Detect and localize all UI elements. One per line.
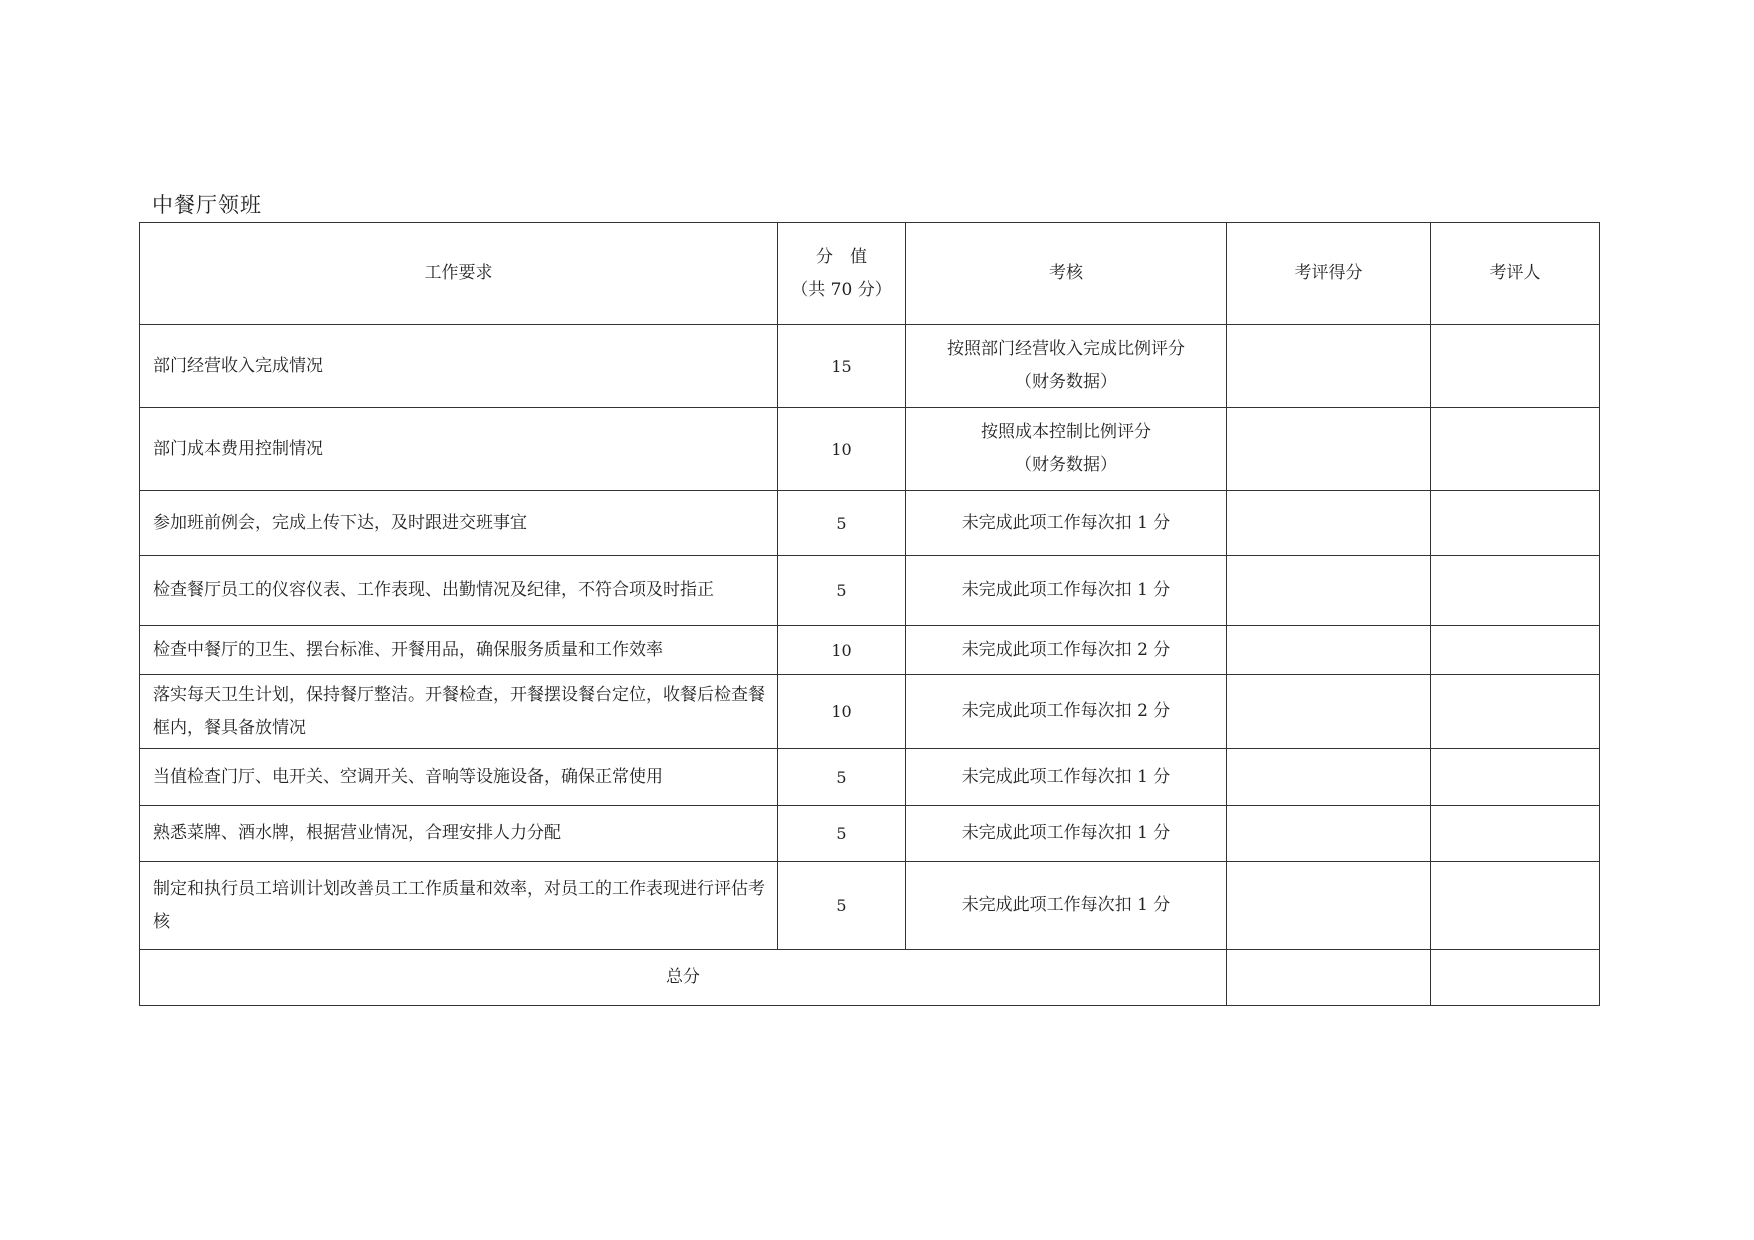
row-requirement: 部门成本费用控制情况 <box>140 408 778 491</box>
header-evaluator: 考评人 <box>1431 223 1600 325</box>
row-requirement: 部门经营收入完成情况 <box>140 325 778 408</box>
total-score-cell[interactable] <box>1227 950 1431 1006</box>
row-assessment-note: （财务数据） <box>1015 455 1117 475</box>
header-score-total: （共 70 分） <box>791 279 892 300</box>
row-evaluator-cell[interactable] <box>1431 675 1600 749</box>
row-assessment <box>906 325 1227 408</box>
row-evaluation-score-cell[interactable] <box>1227 556 1431 626</box>
total-row <box>140 950 1600 1006</box>
row-evaluator-cell[interactable] <box>1431 325 1600 408</box>
row-requirement: 落实每天卫生计划，保持餐厅整洁。开餐检查，开餐摆设餐台定位，收餐后检查餐框内，餐具备放情况 <box>140 675 778 749</box>
row-assessment: 未完成此项工作每次扣 2 分 <box>906 675 1227 749</box>
row-evaluation-score-cell[interactable] <box>1227 806 1431 862</box>
row-assessment-rule: 按照部门经营收入完成比例评分 <box>947 339 1185 359</box>
row-evaluator-cell[interactable] <box>1431 749 1600 806</box>
document-title: 中餐厅领班 <box>152 193 262 217</box>
row-score: 5 <box>778 806 906 862</box>
row-requirement: 检查中餐厅的卫生、摆台标准、开餐用品，确保服务质量和工作效率 <box>140 626 778 675</box>
total-label: 总分 <box>140 950 1227 1006</box>
row-evaluator-cell[interactable] <box>1431 626 1600 675</box>
row-score: 10 <box>778 626 906 675</box>
table-row <box>140 862 1600 950</box>
row-evaluation-score-cell[interactable] <box>1227 325 1431 408</box>
row-evaluation-score-cell[interactable] <box>1227 862 1431 950</box>
header-score-label: 分 值 <box>816 246 867 267</box>
row-score: 5 <box>778 749 906 806</box>
table-row <box>140 749 1600 806</box>
row-evaluation-score-cell[interactable] <box>1227 408 1431 491</box>
row-assessment-note: （财务数据） <box>1015 372 1117 392</box>
row-evaluator-cell[interactable] <box>1431 806 1600 862</box>
table-row <box>140 806 1600 862</box>
table-row <box>140 626 1600 675</box>
row-score: 10 <box>778 408 906 491</box>
row-evaluation-score-cell[interactable] <box>1227 749 1431 806</box>
row-assessment: 未完成此项工作每次扣 1 分 <box>906 862 1227 950</box>
row-requirement: 检查餐厅员工的仪容仪表、工作表现、出勤情况及纪律，不符合项及时指正 <box>140 556 778 626</box>
table-row <box>140 408 1600 491</box>
header-requirement: 工作要求 <box>140 223 778 325</box>
table-row <box>140 675 1600 749</box>
row-evaluation-score-cell[interactable] <box>1227 675 1431 749</box>
row-assessment: 未完成此项工作每次扣 2 分 <box>906 626 1227 675</box>
row-score: 10 <box>778 675 906 749</box>
row-assessment <box>906 408 1227 491</box>
row-score: 15 <box>778 325 906 408</box>
row-evaluator-cell[interactable] <box>1431 491 1600 556</box>
row-requirement: 参加班前例会，完成上传下达，及时跟进交班事宜 <box>140 491 778 556</box>
table-row <box>140 491 1600 556</box>
assessment-table <box>139 222 1600 1006</box>
total-evaluator-cell[interactable] <box>1431 950 1600 1006</box>
row-evaluator-cell[interactable] <box>1431 408 1600 491</box>
row-requirement: 制定和执行员工培训计划改善员工工作质量和效率，对员工的工作表现进行评估考核 <box>140 862 778 950</box>
header-assessment: 考核 <box>906 223 1227 325</box>
row-evaluation-score-cell[interactable] <box>1227 491 1431 556</box>
row-score: 5 <box>778 862 906 950</box>
row-score: 5 <box>778 556 906 626</box>
table-header-row <box>140 223 1600 325</box>
row-assessment-rule: 按照成本控制比例评分 <box>981 422 1151 442</box>
row-evaluator-cell[interactable] <box>1431 862 1600 950</box>
row-evaluator-cell[interactable] <box>1431 556 1600 626</box>
row-requirement: 熟悉菜牌、酒水牌，根据营业情况，合理安排人力分配 <box>140 806 778 862</box>
table-row <box>140 556 1600 626</box>
table-row <box>140 325 1600 408</box>
row-assessment: 未完成此项工作每次扣 1 分 <box>906 806 1227 862</box>
row-score: 5 <box>778 491 906 556</box>
header-score <box>778 223 906 325</box>
row-evaluation-score-cell[interactable] <box>1227 626 1431 675</box>
header-evaluation-score: 考评得分 <box>1227 223 1431 325</box>
row-requirement: 当值检查门厅、电开关、空调开关、音响等设施设备，确保正常使用 <box>140 749 778 806</box>
row-assessment: 未完成此项工作每次扣 1 分 <box>906 556 1227 626</box>
row-assessment: 未完成此项工作每次扣 1 分 <box>906 491 1227 556</box>
row-assessment: 未完成此项工作每次扣 1 分 <box>906 749 1227 806</box>
